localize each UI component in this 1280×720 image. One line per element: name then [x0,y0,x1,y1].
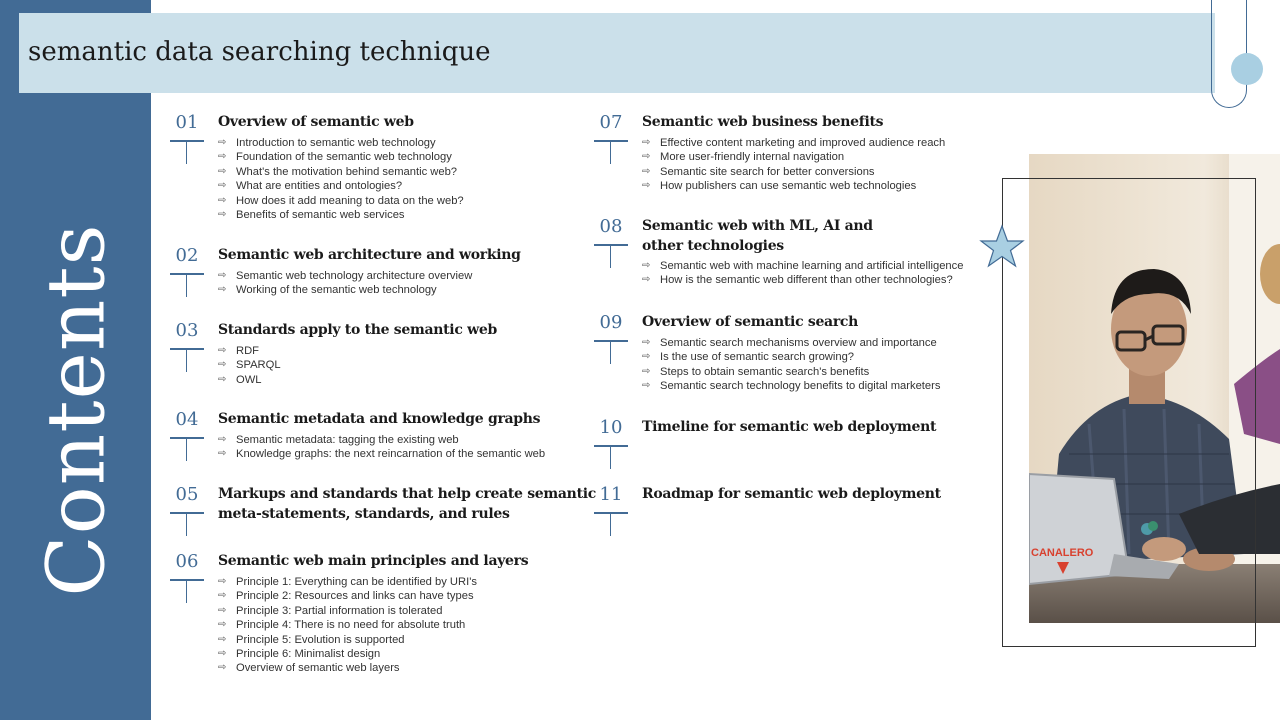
arrow-icon: ⇨ [218,137,227,148]
section-heading: Markups and standards that help create semantic meta-statements, standards, and rules [218,486,596,522]
arrow-icon: ⇨ [642,351,651,363]
section-heading: Semantic web business benefits [642,114,884,130]
arrow-icon: ⇨ [218,633,227,645]
connector-line [610,447,611,469]
number-underline [594,244,628,246]
list-item: ⇨ Is the use of semantic search growing? [642,351,855,364]
connector-line [610,246,611,268]
arrow-icon: ⇨ [218,648,227,660]
section-number: 05 [175,484,199,505]
arrow-icon: ⇨ [218,180,227,192]
section-heading: Overview of semantic web [218,114,414,130]
section-number: 11 [599,484,623,505]
list-item: ⇨ Overview of semantic web layers [218,662,400,675]
list-item: ⇨ Principle 2: Resources and links can have types [218,590,474,603]
arrow-icon: ⇨ [642,180,651,192]
section-heading: Semantic web main principles and layers [218,553,529,569]
list-item: ⇨ Foundation of the semantic web technology [218,151,452,164]
connector-line [186,514,187,536]
connector-line [186,350,187,372]
list-item: ⇨ RDF [218,345,259,357]
list-item: ⇨ What's the motivation behind semantic web? [218,165,458,178]
section-number: 08 [599,216,623,237]
connector-line [186,142,187,164]
arrow-icon: ⇨ [218,359,227,371]
arrow-icon: ⇨ [218,619,227,631]
number-underline [170,437,204,439]
connector-line [186,275,187,297]
photo-frame [1002,178,1256,647]
bullet-list [218,136,464,222]
arrow-icon: ⇨ [218,165,227,177]
arrow-icon: ⇨ [218,576,227,587]
number-underline [594,445,628,447]
list-item: ⇨ Semantic web technology architecture overview [218,270,473,282]
list-item: ⇨ Knowledge graphs: the next reincarnation of the semantic web [218,448,546,461]
number-underline [594,340,628,342]
bullet-list [642,136,945,194]
arrow-icon: ⇨ [218,604,227,616]
arrow-icon: ⇨ [642,365,651,377]
list-item: ⇨ How does it add meaning to data on the web? [218,194,464,207]
connector-line [610,142,611,164]
list-item: ⇨ Semantic web with machine learning and artificial intelligence [642,260,964,272]
list-item: ⇨ Principle 4: There is no need for absolute truth [218,619,466,632]
arrow-icon: ⇨ [218,345,227,356]
section-number: 06 [175,551,199,572]
list-item: ⇨ Semantic site search for better conversions [642,165,875,178]
list-item: ⇨ Principle 3: Partial information is tolerated [218,604,443,617]
laptop-brand: CANALERO [1031,547,1094,559]
list-item: ⇨ Effective content marketing and improved audience reach [642,137,946,149]
arrow-icon: ⇨ [642,260,651,271]
list-item: ⇨ Working of the semantic web technology [218,284,437,297]
title-bar [19,13,1215,93]
star-icon [979,224,1025,270]
arrow-icon: ⇨ [218,270,227,281]
section-heading: Overview of semantic search [642,314,859,330]
list-item: ⇨ Steps to obtain semantic search's benefits [642,365,870,378]
list-item: ⇨ Semantic metadata: tagging the existing web [218,434,459,446]
page-title: semantic data searching technique [28,37,491,67]
number-underline [594,512,628,514]
section-number: 10 [599,417,623,438]
arrow-icon: ⇨ [218,448,227,460]
list-item: ⇨ Semantic search technology benefits to digital marketers [642,380,941,393]
section-number: 09 [599,312,623,333]
number-underline [594,140,628,142]
list-item: ⇨ Introduction to semantic web technology [218,137,436,149]
number-underline [170,579,204,581]
bullet-list [218,433,545,462]
section-number: 01 [175,112,199,133]
section-heading: Timeline for semantic web deployment [642,419,937,435]
section-number: 07 [599,112,623,133]
section-number: 03 [175,320,199,341]
list-item: ⇨ OWL [218,373,262,386]
list-item: ⇨ How is the semantic web different than other technologies? [642,274,953,287]
arrow-icon: ⇨ [218,434,227,445]
list-item: ⇨ Principle 1: Everything can be identified by URI's [218,576,477,588]
arrow-icon: ⇨ [642,274,651,286]
list-item: ⇨ More user-friendly internal navigation [642,151,845,164]
number-underline [170,273,204,275]
number-underline [170,140,204,142]
number-underline [170,348,204,350]
bullet-list [642,336,940,394]
arrow-icon: ⇨ [218,662,227,674]
connector-line [610,342,611,364]
arrow-icon: ⇨ [642,380,651,392]
arrow-icon: ⇨ [642,151,651,163]
bullet-list [218,269,472,298]
arrow-icon: ⇨ [642,137,651,148]
list-item: ⇨ How publishers can use semantic web technologies [642,180,917,193]
section-number: 04 [175,409,199,430]
contents-vertical-label: Contents [29,223,123,597]
list-item: ⇨ Principle 6: Minimalist design [218,648,381,661]
list-item: ⇨ SPARQL [218,359,281,372]
list-item: ⇨ Benefits of semantic web services [218,209,405,222]
section-heading: Semantic web architecture and working [218,247,521,263]
arrow-icon: ⇨ [218,590,227,602]
arrow-icon: ⇨ [218,284,227,296]
arrow-icon: ⇨ [218,373,227,385]
arrow-icon: ⇨ [218,151,227,163]
section-number: 02 [175,245,199,266]
connector-line [610,514,611,536]
arrow-icon: ⇨ [642,165,651,177]
connector-line [186,439,187,461]
list-item: ⇨ Semantic search mechanisms overview and importance [642,337,937,349]
arrow-icon: ⇨ [218,194,227,206]
number-underline [170,512,204,514]
section-heading: Roadmap for semantic web deployment [642,486,941,502]
bullet-list [218,575,477,676]
section-heading: Semantic metadata and knowledge graphs [218,411,541,427]
pendant-dot-decoration [1231,53,1263,85]
bullet-list [642,259,963,288]
arrow-icon: ⇨ [642,337,651,348]
list-item: ⇨ Principle 5: Evolution is supported [218,633,405,646]
section-heading: Semantic web with ML, AI and other technologies [642,218,873,254]
bullet-list [218,344,281,387]
list-item: ⇨ What are entities and ontologies? [218,180,403,193]
arrow-icon: ⇨ [218,209,227,221]
connector-line [186,581,187,603]
section-heading: Standards apply to the semantic web [218,322,497,338]
